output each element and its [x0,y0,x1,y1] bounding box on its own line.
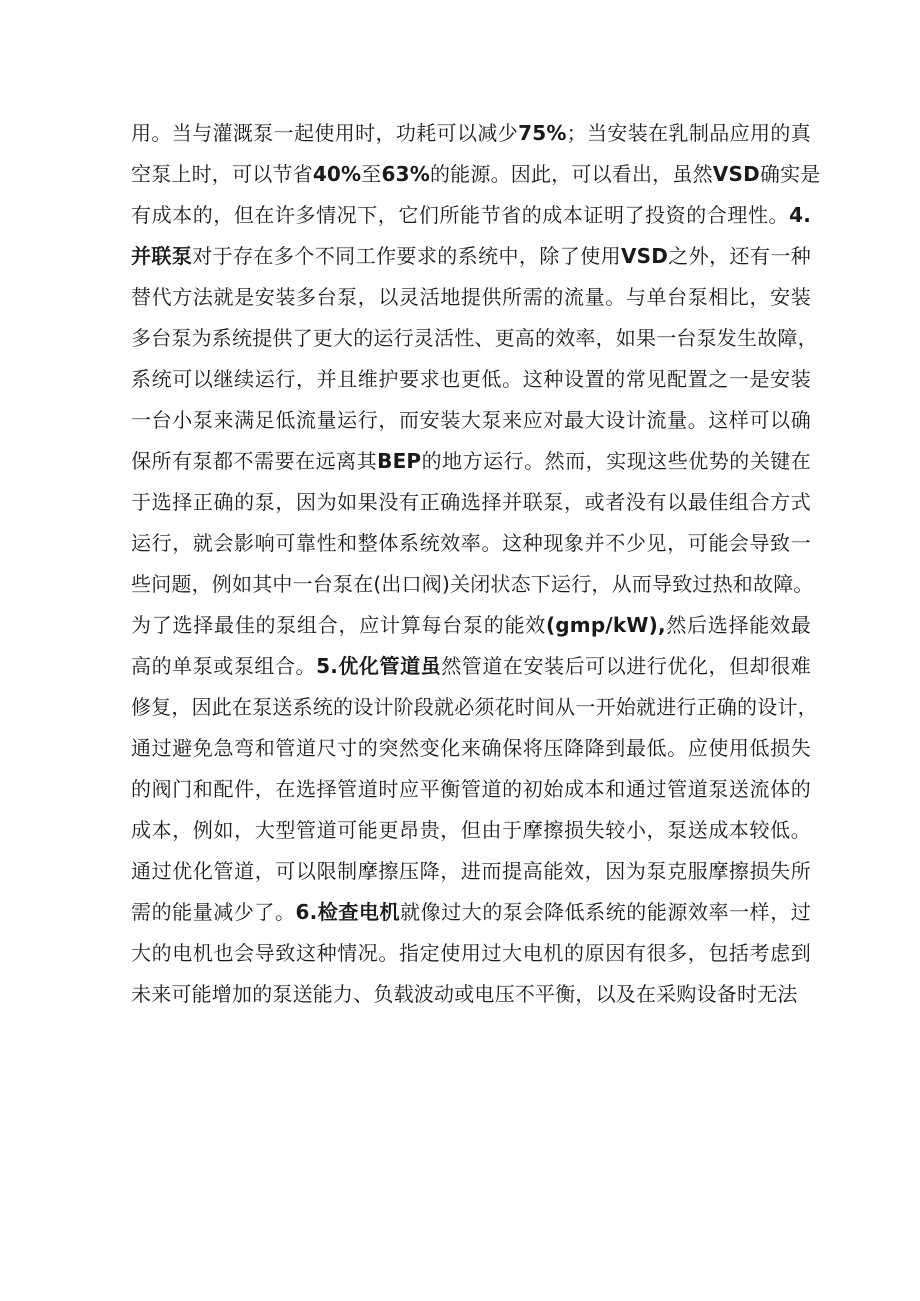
text-run: 通过优化管道，可以限制摩擦压降，进而提高能效，因为泵克服摩擦损失所 [131,859,811,883]
text-run: 就像过大的泵会降低系统的能源效率一样，过 [400,900,812,924]
text-run: ；当安装在乳制品应用的真 [566,121,811,145]
bold-text-run: VSD [712,162,760,186]
bold-text-run: 75% [518,121,567,145]
bold-text-run: 4. [789,203,811,227]
bold-text-run: BEP [377,449,422,473]
text-run: 保所有泵都不需要在远离其 [131,449,378,473]
text-run: 修复，因此在泵送系统的设计阶段就必须花时间从一开始就进行正确的设计， [131,695,818,719]
bold-text-run: 63% [381,162,430,186]
text-line [131,359,811,400]
bold-text-run: (gmp/kW), [545,613,666,637]
bold-text-run: 6.检查电机 [295,900,401,924]
bold-text-run: 并联泵 [131,244,193,268]
text-line [131,400,811,441]
text-line [131,195,811,236]
text-line [131,769,811,810]
text-line [131,236,811,277]
text-line [131,646,811,687]
text-line [131,892,811,933]
text-run: 至 [361,162,382,186]
text-run: 有成本的，但在许多情况下，它们所能节省的成本证明了投资的合理性。 [131,203,790,227]
text-line [131,564,814,605]
text-line [131,113,811,154]
text-run: 一台小泵来满足低流量运行，而安装大泵来应对最大设计流量。这样可以确 [131,408,811,432]
text-line [131,687,818,728]
text-run: 些问题，例如其中一台泵在(出口阀)关闭状态下运行，从而导致过热和故障。 [131,572,814,596]
text-line [131,441,811,482]
text-line [131,933,811,974]
text-run: 高的单泵或泵组合。 [131,654,317,678]
text-line [131,728,811,769]
text-run: 然后选择能效最 [665,613,811,637]
text-run: 成本，例如，大型管道可能更昂贵，但由于摩擦损失较小，泵送成本较低。 [131,818,811,842]
text-run: 然管道在安装后可以进行优化，但却很难 [441,654,811,678]
text-run: 空泵上时，可以节省 [131,162,313,186]
text-run: 之外，还有一种 [668,244,811,268]
body-text [131,113,821,1015]
bold-text-run: 40% [312,162,362,186]
text-run: 需的能量减少了。 [131,900,296,924]
text-run: 未来可能增加的泵送能力、负载波动或电压不平衡，以及在采购设备时无法 [131,982,798,1006]
text-line [131,523,811,564]
text-run: 通过避免急弯和管道尺寸的突然变化来确保将压降降到最低。应使用低损失 [131,736,811,760]
bold-text-run: 5.优化管道虽 [316,654,442,678]
text-run: 运行，就会影响可靠性和整体系统效率。这种现象并不少见，可能会导致一 [131,531,811,555]
text-line [131,154,821,195]
text-run: 确实是 [759,162,821,186]
text-line [131,810,811,851]
text-run: 用。当与灌溉泵一起使用时，功耗可以减少 [131,121,519,145]
text-run: 的能源。因此，可以看出，虽然 [429,162,713,186]
text-line [131,974,811,1015]
text-line [131,318,818,359]
text-run: 对于存在多个不同工作要求的系统中，除了使用 [192,244,621,268]
text-line [131,277,811,318]
text-run: 多台泵为系统提供了更大的运行灵活性、更高的效率，如果一台泵发生故障， [131,326,818,350]
text-run: 的阀门和配件，在选择管道时应平衡管道的初始成本和通过管道泵送流体的 [131,777,811,801]
text-run: 的地方运行。然而，实现这些优势的关键在 [421,449,811,473]
text-line [131,482,811,523]
text-line [131,605,811,646]
text-run: 大的电机也会导致这种情况。指定使用过大电机的原因有很多，包括考虑到 [131,941,811,965]
bold-text-run: VSD [620,244,669,268]
text-run: 系统可以继续运行，并且维护要求也更低。这种设置的常见配置之一是安装 [131,367,811,391]
text-run: 为了选择最佳的泵组合，应计算每台泵的能效 [131,613,546,637]
text-line [131,851,811,892]
text-run: 于选择正确的泵，因为如果没有正确选择并联泵，或者没有以最佳组合方式 [131,490,811,514]
text-run: 替代方法就是安装多台泵，以灵活地提供所需的流量。与单台泵相比，安装 [131,285,811,309]
